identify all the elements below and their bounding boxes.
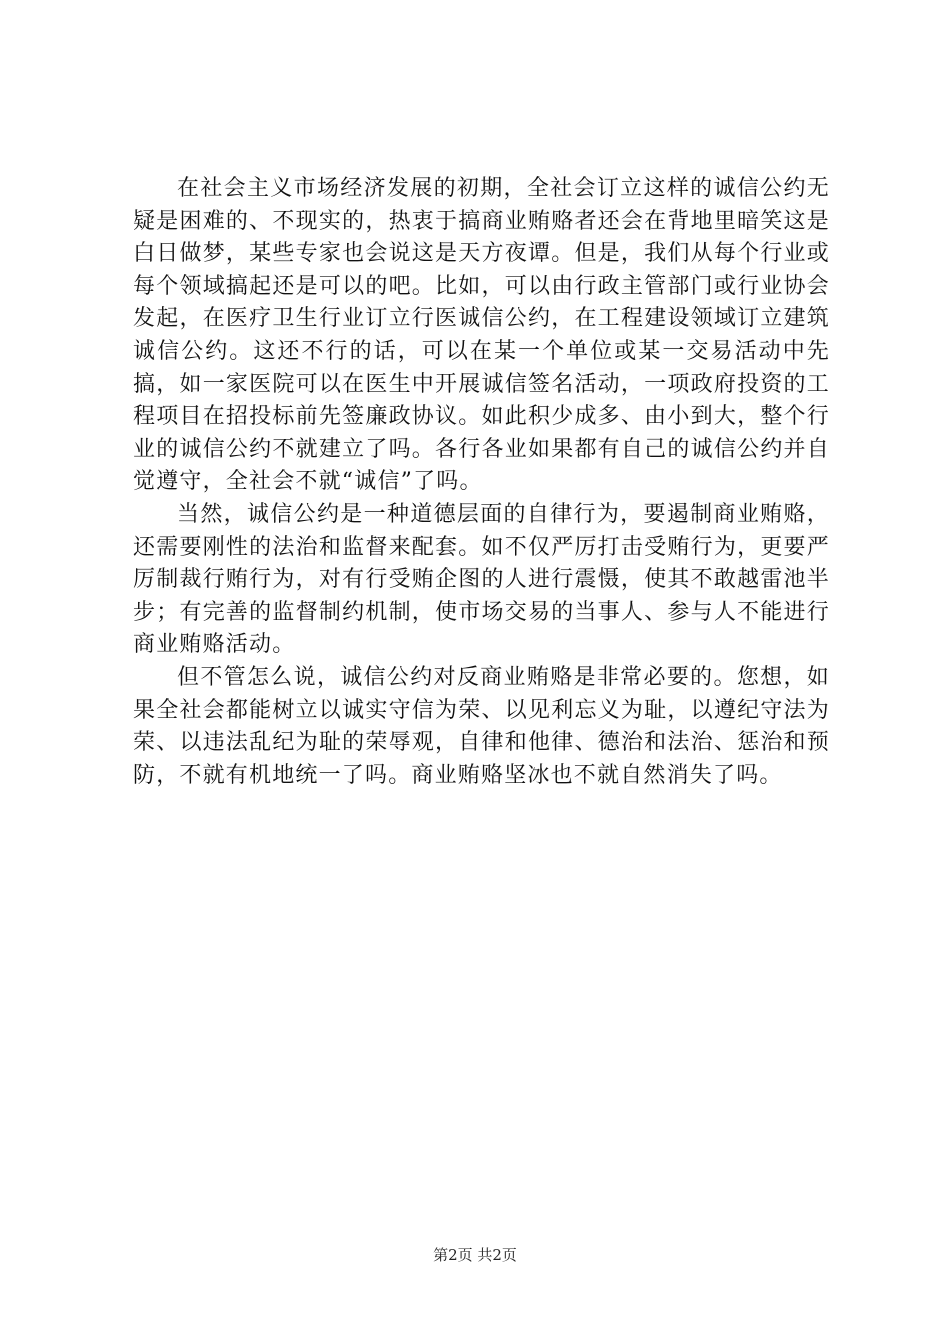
body-paragraph: 在社会主义市场经济发展的初期，全社会订立这样的诚信公约无疑是困难的、不现实的，热衷于搞商业贿赂者还会在背地里暗笑这是白日做梦，某些专家也会说这是天方夜谭。但是，我们从每个行业或每个领域搞起还是可以的吧。比如，可以由行政主管部门或行业协会发起，在医疗卫生行业订立行医诚信公约，在工程建设领域订立建筑诚信公约。这还不行的话，可以在某一个单位或某一交易活动中先搞，如一家医院可以在医生中开展诚信签名活动，一项政府投资的工程项目在招投标前先签廉政协议。如此积少成多、由小到大，整个行业的诚信公约不就建立了吗。各行各业如果都有自己的诚信公约并自觉遵守，全社会不就“诚信”了吗。 bbox=[133, 176, 830, 495]
body-paragraph: 当然，诚信公约是一种道德层面的自律行为，要遏制商业贿赂，还需要刚性的法治和监督来配套。如不仅严厉打击受贿行为，更要严厉制裁行贿行为，对有行受贿企图的人进行震慑，使其不敢越雷池半步；有完善的监督制约机制，使市场交易的当事人、参与人不能进行商业贿赂活动。 bbox=[133, 501, 830, 658]
body-paragraph: 但不管怎么说，诚信公约对反商业贿赂是非常必要的。您想，如果全社会都能树立以诚实守信为荣、以见利忘义为耻，以遵纪守法为荣、以违法乱纪为耻的荣辱观，自律和他律、德治和法治、惩治和预防，不就有机地统一了吗。商业贿赂坚冰也不就自然消失了吗。 bbox=[133, 664, 830, 788]
document-body bbox=[133, 173, 830, 792]
page-number-footer: 第2页 共2页 bbox=[433, 1246, 517, 1264]
